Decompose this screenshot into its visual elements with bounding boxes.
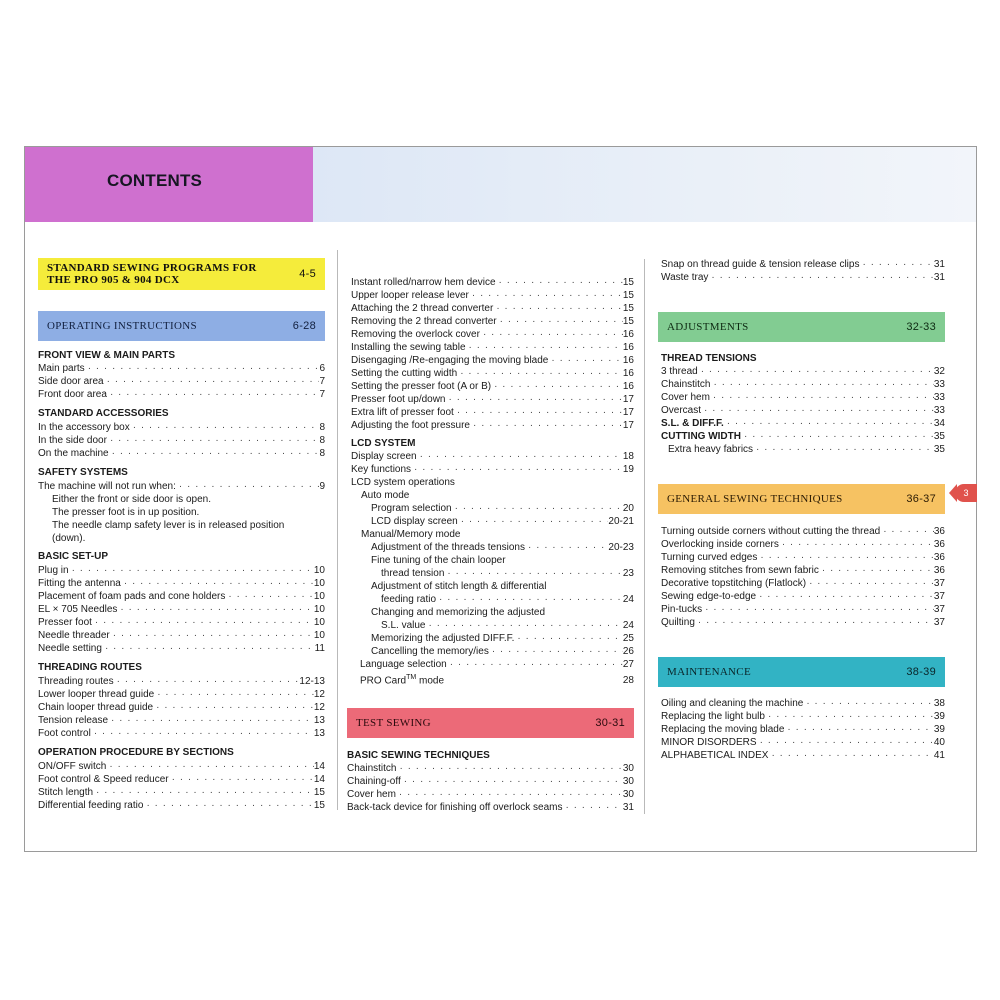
- entry-label: Pin-tucks: [661, 604, 703, 615]
- section-pages: 6-28: [292, 320, 316, 332]
- toc-entry[interactable]: [371, 502, 634, 515]
- entry-page: 24: [622, 620, 634, 631]
- section-pages: 38-39: [906, 666, 936, 678]
- column-divider: [337, 250, 338, 810]
- entry-page: 20-23: [608, 542, 634, 553]
- entry-page: 15: [313, 787, 325, 798]
- entry-label: Presser foot up/down: [351, 394, 446, 405]
- entry-label: Overlocking inside corners: [661, 539, 779, 550]
- entry-label: ON/OFF switch: [38, 761, 107, 772]
- toc-entry[interactable]: [38, 577, 325, 590]
- entry-label: In the side door: [38, 435, 107, 446]
- entry-label: EL × 705 Needles: [38, 604, 118, 615]
- entry-page: 13: [313, 715, 325, 726]
- toc-entry[interactable]: [371, 632, 634, 645]
- entry-page: 19: [622, 464, 634, 475]
- entry-page: 16: [622, 342, 634, 353]
- entry-label: Presser foot: [38, 617, 92, 628]
- entry-label: Chain looper thread guide: [38, 702, 154, 713]
- section-title: THE PRO 905 & 904 DCX: [47, 274, 180, 286]
- entry-page: 15: [622, 290, 634, 301]
- toc-entry[interactable]: [661, 590, 945, 603]
- entry-label: Main parts: [38, 363, 85, 374]
- entry-page: 30: [622, 763, 634, 774]
- heading-safety: SAFETY SYSTEMS: [38, 467, 128, 478]
- toc-entry[interactable]: [351, 367, 634, 380]
- entry-page: 28: [622, 675, 634, 687]
- entry-page: 41: [933, 750, 945, 761]
- entry-label: Waste tray: [661, 272, 709, 283]
- entry-page: 15: [622, 316, 634, 327]
- entry-page: 12-13: [299, 676, 325, 687]
- entry-label: Extra lift of presser foot: [351, 407, 454, 418]
- toc-entry[interactable]: [661, 404, 945, 417]
- toc-entry[interactable]: [661, 365, 945, 378]
- toc-entry[interactable]: [38, 727, 325, 740]
- entry-page: 17: [622, 394, 634, 405]
- toc-entry[interactable]: [351, 463, 634, 476]
- entry-page: 15: [622, 277, 634, 288]
- entry-page: 33: [933, 379, 945, 390]
- toc-entry[interactable]: [38, 799, 325, 812]
- entry-page: 10: [313, 604, 325, 615]
- entry-label: LCD display screen: [371, 516, 458, 527]
- entry-page: 14: [313, 774, 325, 785]
- entry-label: Removing the 2 thread converter: [351, 316, 497, 327]
- entry-label: Disengaging /Re-engaging the moving blade: [351, 355, 549, 366]
- entry-label: Needle setting: [38, 643, 102, 654]
- toc-entry[interactable]: [38, 688, 325, 701]
- entry-label: Upper looper release lever: [351, 290, 469, 301]
- safety-note: (down).: [52, 533, 86, 544]
- heading-thread-tensions: THREAD TENSIONS: [661, 353, 757, 364]
- entry-page: 38: [933, 698, 945, 709]
- entry-page: 24: [622, 594, 634, 605]
- entry-page: 14: [313, 761, 325, 772]
- entry-page: 20: [622, 503, 634, 514]
- entry-label: Language selection: [360, 659, 447, 670]
- entry-page: 37: [933, 578, 945, 589]
- safety-note: The presser foot is in up position.: [52, 507, 200, 518]
- toc-entry[interactable]: [38, 447, 325, 460]
- toc-entry[interactable]: [360, 671, 634, 687]
- entry-page: 37: [933, 604, 945, 615]
- entry-label: Replacing the moving blade: [661, 724, 785, 735]
- entry-page: 36: [933, 552, 945, 563]
- section-operating-instructions[interactable]: [38, 311, 325, 341]
- heading-front-view: FRONT VIEW & MAIN PARTS: [38, 350, 176, 361]
- toc-entry[interactable]: [38, 714, 325, 727]
- toc-entry[interactable]: [38, 388, 325, 401]
- toc-entry[interactable]: [381, 567, 634, 580]
- section-test-sewing[interactable]: [347, 708, 634, 738]
- entry-page: 34: [933, 418, 945, 429]
- toc-entry-line: Changing and memorizing the adjusted: [371, 607, 545, 618]
- entry-label: Extra heavy fabrics: [668, 444, 754, 455]
- entry-page: 15: [622, 303, 634, 314]
- toc-entry[interactable]: [661, 710, 945, 723]
- entry-label: Oiling and cleaning the machine: [661, 698, 804, 709]
- toc-entry[interactable]: [347, 775, 634, 788]
- section-title: TEST SEWING: [356, 717, 431, 729]
- section-title: MAINTENANCE: [667, 666, 751, 678]
- entry-label: Differential feeding ratio: [38, 800, 144, 811]
- toc-subheading: Manual/Memory mode: [361, 529, 461, 540]
- entry-label: Display screen: [351, 451, 417, 462]
- toc-entry[interactable]: [38, 362, 325, 375]
- entry-label: Front door area: [38, 389, 107, 400]
- page-title: CONTENTS: [107, 171, 203, 190]
- entry-page: 7: [319, 389, 325, 400]
- entry-label: Foot control & Speed reducer: [38, 774, 169, 785]
- entry-page: 36: [933, 565, 945, 576]
- toc-entry[interactable]: [661, 417, 945, 430]
- entry-page: 30: [622, 776, 634, 787]
- toc-entry[interactable]: [371, 645, 634, 658]
- entry-page: 8: [319, 448, 325, 459]
- entry-label: MINOR DISORDERS: [661, 737, 757, 748]
- toc-entry[interactable]: [661, 258, 945, 271]
- entry-label: Replacing the light bulb: [661, 711, 765, 722]
- entry-label: Side door area: [38, 376, 104, 387]
- entry-page: 37: [933, 617, 945, 628]
- toc-entry[interactable]: [661, 736, 945, 749]
- section-pages: 36-37: [906, 493, 936, 505]
- entry-page: 13: [313, 728, 325, 739]
- entry-label: Decorative topstitching (Flatlock): [661, 578, 807, 589]
- entry-label: Program selection: [371, 503, 452, 514]
- toc-entry[interactable]: [38, 786, 325, 799]
- entry-label: Cancelling the memory/ies: [371, 646, 489, 657]
- heading-accessories: STANDARD ACCESSORIES: [38, 408, 169, 419]
- entry-label: Setting the cutting width: [351, 368, 458, 379]
- entry-page: 10: [313, 565, 325, 576]
- column-divider: [644, 259, 645, 814]
- entry-label: Fitting the antenna: [38, 578, 121, 589]
- safety-note: Either the front or side door is open.: [52, 494, 211, 505]
- toc-entry[interactable]: [38, 760, 325, 773]
- toc-subheading: Auto mode: [361, 490, 410, 501]
- heading-operation: OPERATION PROCEDURE BY SECTIONS: [38, 747, 234, 758]
- entry-page: 33: [933, 392, 945, 403]
- section-title: STANDARD SEWING PROGRAMS FOR: [47, 262, 257, 274]
- toc-entry[interactable]: [360, 658, 634, 671]
- toc-entry[interactable]: [661, 271, 945, 284]
- entry-page: 17: [622, 420, 634, 431]
- toc-entry[interactable]: [661, 749, 945, 762]
- toc-entry[interactable]: [661, 603, 945, 616]
- toc-entry[interactable]: [38, 375, 325, 388]
- entry-page: 37: [933, 591, 945, 602]
- section-maintenance[interactable]: [658, 657, 945, 687]
- entry-page: 16: [622, 329, 634, 340]
- entry-label: Turning outside corners without cutting the thread: [661, 526, 881, 537]
- toc-entry[interactable]: [38, 675, 325, 688]
- entry-label: Turning curved edges: [661, 552, 758, 563]
- entry-page: 10: [313, 578, 325, 589]
- toc-entry[interactable]: [351, 315, 634, 328]
- toc-entry[interactable]: [661, 538, 945, 551]
- toc-entry[interactable]: [371, 515, 634, 528]
- toc-entry[interactable]: [38, 701, 325, 714]
- entry-label: On the machine: [38, 448, 109, 459]
- entry-page: 31: [933, 259, 945, 270]
- toc-entry[interactable]: [661, 577, 945, 590]
- toc-entry[interactable]: [661, 564, 945, 577]
- toc-entry[interactable]: [351, 380, 634, 393]
- toc-entry-line: Adjustment of stitch length & differential: [371, 581, 547, 592]
- entry-label: thread tension: [381, 568, 445, 579]
- entry-label: Installing the sewing table: [351, 342, 466, 353]
- entry-label: Cover hem: [661, 392, 710, 403]
- entry-label: Tension release: [38, 715, 109, 726]
- toc-entry[interactable]: [351, 419, 634, 432]
- toc-entry[interactable]: [347, 762, 634, 775]
- toc-entry[interactable]: [351, 276, 634, 289]
- entry-page: 12: [313, 689, 325, 700]
- entry-label: Sewing edge-to-edge: [661, 591, 757, 602]
- entry-label: Key functions: [351, 464, 412, 475]
- toc-entry[interactable]: [38, 434, 325, 447]
- entry-page: 15: [313, 800, 325, 811]
- heading-threading: THREADING ROUTES: [38, 662, 142, 673]
- entry-label: Attaching the 2 thread converter: [351, 303, 494, 314]
- toc-entry[interactable]: [661, 723, 945, 736]
- entry-label: CUTTING WIDTH: [661, 431, 741, 442]
- entry-page: 30: [622, 789, 634, 800]
- entry-label: ALPHABETICAL INDEX: [661, 750, 769, 761]
- entry-label: Lower looper thread guide: [38, 689, 155, 700]
- entry-label: Chainstitch: [347, 763, 397, 774]
- entry-page: 32: [933, 366, 945, 377]
- entry-label: Chainstitch: [661, 379, 711, 390]
- toc-entry[interactable]: [351, 354, 634, 367]
- entry-page: 31: [622, 802, 634, 813]
- entry-label: PRO Card™ mode: [360, 674, 445, 687]
- toc-entry[interactable]: [38, 629, 325, 642]
- toc-entry[interactable]: [351, 393, 634, 406]
- toc-entry[interactable]: [661, 525, 945, 538]
- section-title: OPERATING INSTRUCTIONS: [47, 320, 197, 332]
- toc-entry[interactable]: [661, 430, 945, 443]
- toc-subheading: LCD system operations: [351, 477, 455, 488]
- entry-label: Adjusting the foot pressure: [351, 420, 470, 431]
- page-number-tab: 3: [955, 484, 977, 502]
- entry-label: Removing stitches from sewn fabric: [661, 565, 819, 576]
- section-title: ADJUSTMENTS: [667, 321, 749, 333]
- entry-label: feeding ratio: [381, 594, 437, 605]
- toc-entry[interactable]: [661, 697, 945, 710]
- entry-page: 35: [933, 444, 945, 455]
- toc-entry[interactable]: [668, 443, 945, 456]
- toc-entry[interactable]: [381, 593, 634, 606]
- toc-entry[interactable]: [351, 406, 634, 419]
- entry-page: 9: [319, 481, 325, 492]
- safety-note: The needle clamp safety lever is in released position: [52, 520, 285, 531]
- section-pages: 32-33: [906, 321, 936, 333]
- toc-entry[interactable]: [38, 616, 325, 629]
- entry-page: 7: [319, 376, 325, 387]
- entry-page: 16: [622, 381, 634, 392]
- toc-entry[interactable]: [38, 642, 325, 655]
- toc-entry[interactable]: [661, 391, 945, 404]
- header-banner: [25, 147, 313, 222]
- section-title: GENERAL SEWING TECHNIQUES: [667, 493, 843, 505]
- entry-label: Chaining-off: [347, 776, 401, 787]
- entry-label: Plug in: [38, 565, 69, 576]
- entry-label: Stitch length: [38, 787, 94, 798]
- entry-label: S.L. value: [381, 620, 426, 631]
- entry-page: 16: [622, 355, 634, 366]
- entry-page: 40: [933, 737, 945, 748]
- contents-page: [24, 146, 977, 852]
- section-pages: 30-31: [595, 717, 625, 729]
- entry-label: Overcast: [661, 405, 702, 416]
- toc-entry[interactable]: [347, 788, 634, 801]
- toc-entry[interactable]: [38, 590, 325, 603]
- entry-label: Foot control: [38, 728, 91, 739]
- toc-entry[interactable]: [38, 564, 325, 577]
- entry-label: In the accessory box: [38, 422, 130, 433]
- toc-entry[interactable]: [661, 551, 945, 564]
- toc-entry[interactable]: [661, 378, 945, 391]
- entry-label: Adjustment of the threads tensions: [371, 542, 525, 553]
- entry-page: 16: [622, 368, 634, 379]
- section-pages: 4-5: [299, 268, 316, 280]
- entry-label: Removing the overlock cover: [351, 329, 480, 340]
- entry-label: 3 thread: [661, 366, 698, 377]
- entry-page: 23: [622, 568, 634, 579]
- entry-page: 39: [933, 724, 945, 735]
- toc-entry[interactable]: [661, 616, 945, 629]
- entry-page: 8: [319, 422, 325, 433]
- toc-entry[interactable]: [351, 289, 634, 302]
- entry-page: 31: [933, 272, 945, 283]
- entry-page: 10: [313, 630, 325, 641]
- entry-label: Placement of foam pads and cone holders: [38, 591, 226, 602]
- entry-label: Threading routes: [38, 676, 114, 687]
- header-banner-light: [313, 147, 976, 222]
- entry-page: 36: [933, 526, 945, 537]
- entry-label: S.L. & DIFF.F.: [661, 418, 724, 429]
- section-general-sewing[interactable]: [658, 484, 945, 514]
- entry-page: 39: [933, 711, 945, 722]
- entry-page: 20-21: [608, 516, 634, 527]
- entry-page: 12: [313, 702, 325, 713]
- section-adjustments[interactable]: [658, 312, 945, 342]
- entry-page: 18: [622, 451, 634, 462]
- entry-page: 6: [319, 363, 325, 374]
- entry-page: 10: [313, 591, 325, 602]
- entry-page: 36: [933, 539, 945, 550]
- toc-entry[interactable]: [38, 603, 325, 616]
- toc-entry[interactable]: [38, 773, 325, 786]
- toc-entry[interactable]: [371, 541, 634, 554]
- entry-page: 26: [622, 646, 634, 657]
- entry-label: Memorizing the adjusted DIFF.F.: [371, 633, 515, 644]
- entry-page: 10: [313, 617, 325, 628]
- entry-label: Snap on thread guide & tension release clips: [661, 259, 860, 270]
- entry-label: Cover hem: [347, 789, 396, 800]
- section-standard-programs[interactable]: [38, 258, 325, 290]
- toc-entry-line: Fine tuning of the chain looper: [371, 555, 506, 566]
- entry-page: 17: [622, 407, 634, 418]
- entry-page: 35: [933, 431, 945, 442]
- entry-page: 11: [314, 643, 325, 654]
- toc-entry[interactable]: [351, 450, 634, 463]
- toc-entry[interactable]: [351, 341, 634, 354]
- toc-entry[interactable]: [38, 480, 325, 493]
- entry-label: Back-tack device for finishing off overlock seams: [347, 802, 563, 813]
- heading-basic-setup: BASIC SET-UP: [38, 551, 109, 562]
- entry-label: Instant rolled/narrow hem device: [351, 277, 496, 288]
- toc-entry[interactable]: [38, 421, 325, 434]
- toc-entry[interactable]: [381, 619, 634, 632]
- entry-page: 33: [933, 405, 945, 416]
- heading-basic-sewing: BASIC SEWING TECHNIQUES: [347, 750, 490, 761]
- entry-page: 27: [622, 659, 634, 670]
- toc-entry[interactable]: [351, 302, 634, 315]
- entry-page: 8: [319, 435, 325, 446]
- heading-lcd-system: LCD SYSTEM: [351, 438, 416, 449]
- toc-entry[interactable]: [351, 328, 634, 341]
- entry-label: Needle threader: [38, 630, 110, 641]
- entry-label: Setting the presser foot (A or B): [351, 381, 492, 392]
- toc-entry[interactable]: [347, 801, 634, 814]
- entry-label: The machine will not run when:: [38, 481, 176, 492]
- entry-page: 25: [622, 633, 634, 644]
- entry-label: Quilting: [661, 617, 695, 628]
